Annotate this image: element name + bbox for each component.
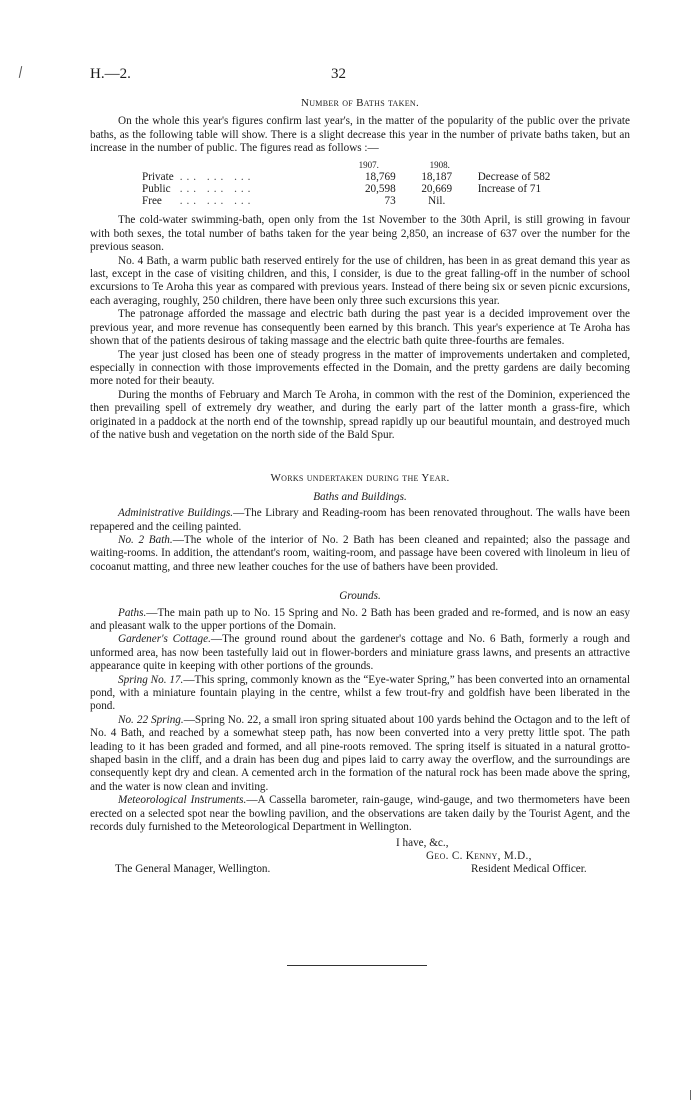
- item-text: —The ground round about the gardener's cottage and No. 6 Bath, formerly a rough and unformed area, has now been tastefully laid out in flower-borders and miniature grass lawns, and presents an attractive appearance quite in keeping with other portions of the grounds.: [90, 633, 630, 673]
- closing-line: I have, &c.,: [396, 836, 449, 849]
- value-1907: 73: [384, 195, 396, 208]
- item-title: No. 22 Spring.: [118, 713, 184, 726]
- item-title: No. 2 Bath.: [118, 533, 173, 546]
- value-1908: Nil.: [428, 195, 446, 208]
- item-title: Meteorological Instruments.: [118, 794, 247, 807]
- item-title: Administrative Buildings.: [118, 507, 234, 520]
- paragraph-swimming-bath: The cold-water swimming-bath, open only from the 1st November to the 30th April, is still growing in favour with both sexes, the total number of baths taken for the year being 2,850, an increase of 637 over the number for the previous season.: [90, 214, 630, 254]
- change-note: [478, 195, 557, 207]
- subheading-grounds: Grounds.: [339, 590, 381, 603]
- item-paths: [90, 607, 630, 634]
- value-1907: 18,769: [364, 170, 396, 183]
- row-label: Private: [142, 170, 174, 183]
- spacer: [90, 442, 630, 472]
- leader-dots: ... ... ...: [179, 183, 255, 196]
- signatory-name: Geo. C. Kenny, M.D.,: [426, 849, 532, 862]
- item-text: —The whole of the interior of No. 2 Bath has been cleaned and repainted; also the passage and waiting-rooms. In addition, the attendant's room, waiting-room, and passage have been covered with linoleum in lieu of cocoanut matting, and three new leather couches for the use of bathers have been provided.: [90, 533, 630, 573]
- document-body: [90, 97, 630, 889]
- item-title: Gardener's Cottage.: [118, 633, 211, 646]
- page-header: [90, 66, 620, 86]
- item-title: Spring No. 17.: [118, 673, 184, 686]
- leader-dots: ... ... ...: [179, 170, 255, 183]
- item-spring-22: [90, 714, 630, 794]
- end-rule: [287, 965, 427, 966]
- table-row: [142, 183, 556, 195]
- paragraph-no4-bath: No. 4 Bath, a warm public bath reserved entirely for the use of children, has been in as great demand this year as last, except in the case of visiting children, and this, I consider, is due to the great falling-off in the number of school excursions to Te Aroha this year as compared with previous years. Instead of there being six or seven picnic excursions, each averaging, roughly, 250 children, there have been only three such excursions this year.: [90, 254, 630, 307]
- item-spring-17: [90, 674, 630, 714]
- intro-paragraph: On the whole this year's figures confirm last year's, in the matter of the popularity of the public over the private baths, as the following table will show. There is a slight decrease this year in the number of private baths taken, but an increase in the number of public. The figures read as follows :—: [90, 115, 630, 155]
- section-heading-works: Works undertaken during the Year.: [270, 472, 450, 485]
- value-1908: 18,187: [421, 170, 453, 183]
- col-1908: 1908.: [429, 159, 450, 170]
- item-no2-bath: [90, 534, 630, 574]
- change-note: Decrease of 582: [477, 170, 551, 183]
- col-1907: 1907.: [358, 159, 379, 170]
- baths-table: [142, 159, 556, 208]
- paragraph-massage: The patronage afforded the massage and electric bath during the past year is a decided improvement over the previous year, and more revenue has consequently been earned by this branch. This year's experience at Te Aroha has shown that of the patients desirous of taking massage and the electric bath quite three-fourths are females.: [90, 308, 630, 348]
- subheading-baths-buildings: Baths and Buildings.: [313, 490, 407, 503]
- item-text: —This spring, commonly known as the “Eye-water Spring,” has been converted into an ornamental pond, with a miniature fountain playing in the centre, whilst a few trout-fry and goldfish have been liberated in the pond.: [90, 673, 630, 713]
- leader-dots: ... ... ...: [179, 195, 255, 208]
- item-text: —The Library and Reading-room has been renovated throughout. The walls have been repapered and the ceiling painted.: [90, 507, 631, 533]
- addressee: The General Manager, Wellington.: [115, 862, 271, 875]
- edge-mark: [690, 1090, 691, 1100]
- table-header-row: [142, 159, 556, 171]
- item-administrative-buildings: [90, 507, 630, 534]
- table-row: [142, 171, 556, 183]
- row-label: Free: [142, 195, 162, 208]
- item-meteorological: [90, 794, 630, 834]
- paragraph-progress: The year just closed has been one of steady progress in the matter of improvements undertaken and completed, especially in connection with those improvements effected in the Domain, and the pretty gardens are daily becoming more noted for their beauty.: [90, 348, 630, 388]
- item-text: —The main path up to No. 15 Spring and No. 2 Bath has been graded and re-formed, and is now an easy and pleasant walk to the upper portions of the Domain.: [90, 606, 630, 632]
- signoff-block: [90, 837, 630, 889]
- paragraph-grass-fire: During the months of February and March Te Aroha, in common with the rest of the Dominion, experienced the then prevailing spell of extremely dry weather, and during the early part of the latter month a grass-fire, which originated in a paddock at the north end of the township, spread rapidly up our beautiful mountain, and destroyed much of the native bush and vegetation on the north side of the Bald Spur.: [90, 388, 630, 441]
- value-1907: 20,598: [364, 183, 396, 196]
- item-title: Paths.: [118, 606, 147, 619]
- item-text: —Spring No. 22, a small iron spring situated about 100 yards behind the Octagon and to the left of No. 4 Bath, and reached by a somewhat steep path, has now been converted into a very pretty little spot. The path leading to it has been graded and formed, and all pine-roots removed. The spring itself is situated in a natural grotto-shaped basin in the cliff, and a drain has been dug and pipes laid to carry away the overflow, and the surroundings are consequently kept dry and clean. A cemented arch in the formation of the natural rock has been made above the spring, and the water is now clean and inviting.: [90, 713, 630, 793]
- item-text: —A Cassella barometer, rain-gauge, wind-gauge, and two thermometers have been erected on a selected spot near the bowling pavilion, and the observations are taken daily by the Tourist Agent, and the records duly furnished to the Meteorological Department in Wellington.: [90, 794, 630, 834]
- change-note: Increase of 71: [477, 183, 542, 196]
- signatory-title: Resident Medical Officer.: [471, 862, 587, 875]
- report-code: H.—2.: [90, 66, 131, 82]
- value-1908: 20,669: [421, 183, 453, 196]
- row-label: Public: [142, 183, 171, 196]
- section-heading-baths-taken: Number of Baths taken.: [300, 97, 420, 109]
- table-row: [142, 195, 556, 207]
- page-number: 32: [331, 66, 346, 82]
- item-gardeners-cottage: [90, 633, 630, 673]
- spacer: [90, 574, 630, 588]
- margin-mark: [19, 66, 22, 78]
